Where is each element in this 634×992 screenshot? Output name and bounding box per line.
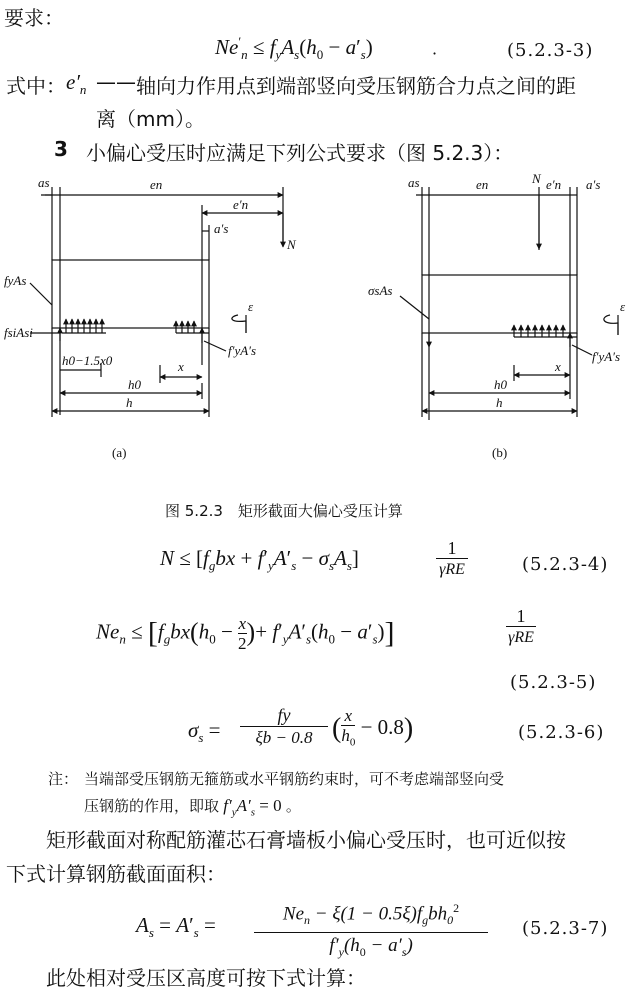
eq6-frac-den: ξb − 0.8 — [240, 726, 328, 749]
fig-b-h-label: h — [496, 395, 503, 410]
note-label: 注： — [48, 770, 79, 788]
fig-b-caption: (b) — [492, 445, 508, 460]
fig-a-as-label: as — [38, 175, 50, 190]
fig-a-en-label: en — [150, 177, 163, 192]
where-label: 式中： — [6, 74, 66, 98]
eq5-frac-den: γRE — [506, 626, 536, 649]
item-number: 3 — [54, 137, 68, 161]
fig-b-en-prime-label: e′n — [546, 177, 562, 192]
equation-5-2-3-4: $N \le [f_gbx + f'_yA'_s - \sigma_sA_s]$ — [160, 546, 359, 574]
fig-b-sigmaAs-label: σsAs — [368, 283, 393, 298]
equation-number: (5.2.3-3) — [507, 40, 594, 61]
fig-a-h-label: h — [126, 395, 133, 410]
equation-5-2-3-7-lhs: $A_s = A'_s$ = — [136, 913, 216, 941]
eq6-frac-num: fy — [277, 705, 291, 725]
where-text-line2: 离（mm）。 — [96, 107, 205, 131]
item-text: 小偏心受压时应满足下列公式要求（图 5.2.3）： — [86, 141, 514, 165]
equation-5-2-3-6-lhs: $\sigma_s$ = — [188, 718, 221, 746]
eq6-fraction — [240, 704, 328, 749]
equation-number: (5.2.3-5) — [510, 672, 597, 693]
fig-a-h0-label: h0 — [128, 377, 141, 392]
note-line2-tail: 。 — [285, 797, 301, 815]
eq5-frac-num: 1 — [516, 606, 526, 626]
fig-b-fyAs-prime-label: f′yA′s — [592, 349, 621, 364]
figure-caption: 图 5.2.3 矩形截面大偏心受压计算 — [165, 502, 403, 520]
fig-a-as-prime-label: a′s — [214, 221, 229, 236]
fig-b-N-label: N — [532, 171, 541, 186]
fig-b-epsilon-label: ε — [620, 299, 626, 314]
fig-a-fsiAsi-label: fsiAsi — [4, 325, 33, 340]
fig-b-x-label: x — [555, 359, 561, 374]
eq7-numerator: $Ne_n - \xi(1 - 0.5\xi)f_gbh_0^2$ — [282, 901, 460, 928]
equation-number: (5.2.3-4) — [522, 554, 609, 575]
equation-5-2-3-6-rhs: ($\frac{x}{h_0}$ − 0.8) — [332, 706, 413, 752]
fig-a-epsilon-label: ε — [248, 299, 254, 314]
fig-a-N-label: N — [287, 237, 296, 252]
where-symbol: $e'_n$ — [66, 70, 87, 98]
equation-5-2-3-5: $Ne_n \le [f_gbx(h_0 - \frac{x}{2}$ )+ $f'_yA'_s(h_0 - a'_s)$] — [96, 614, 395, 653]
fig-b-as-label: as — [408, 175, 420, 190]
equation-number: (5.2.3-7) — [522, 918, 609, 939]
last-line: 此处相对受压区高度可按下式计算： — [46, 966, 366, 990]
intro-text: 要求： — [4, 6, 64, 30]
fig-a-fyAs-label: fyAs — [4, 273, 27, 288]
where-text-line1: 轴向力作用点到端部竖向受压钢筋合力点之间的距 — [136, 74, 576, 98]
fig-b-en-label: en — [476, 177, 489, 192]
where-dash: —— — [96, 70, 136, 94]
paragraph-line1: 矩形截面对称配筋灌芯石膏墙板小偏心受压时，也可近似按 — [46, 828, 566, 852]
equation-5-2-3-3: $Ne'_n \le f_yA_s(h_0 - a'_s)$ — [215, 34, 373, 63]
dot-mark: · — [432, 44, 438, 63]
eq4-fraction — [436, 538, 468, 581]
eq7-fraction — [254, 896, 488, 965]
section-rect-b — [422, 275, 577, 333]
eq4-frac-num: 1 — [447, 538, 457, 558]
fig-a-x-label: x — [178, 359, 184, 374]
eq4-frac-den: γRE — [436, 558, 468, 581]
eq5-fraction — [506, 606, 536, 649]
fig-a-h0-minus-label: h0−1.5x0 — [62, 353, 113, 368]
note-line2-text: 压钢筋的作用，即取 — [84, 797, 220, 815]
equation-number: (5.2.3-6) — [518, 722, 605, 743]
figure-5-2-3 — [0, 165, 634, 475]
fig-a-en-prime-label: e′n — [233, 197, 249, 212]
section-rect-a — [52, 260, 209, 328]
paragraph-line2: 下式计算钢筋截面面积： — [6, 862, 226, 886]
note-line1: 当端部受压钢筋无箍筋或水平钢筋约束时，可不考虑端部竖向受 — [84, 770, 505, 788]
fig-b-h0-label: h0 — [494, 377, 507, 392]
fig-a-caption: (a) — [112, 445, 127, 460]
fig-a-fyAs-prime-label: f′yA′s — [228, 343, 257, 358]
eq7-denominator: $f'_y(h_0 - a'_s)$ — [254, 932, 488, 965]
fig-b-as-prime-label: a′s — [586, 177, 601, 192]
note-line2: 压钢筋的作用，即取 $f'_yA'_s = 0$ 。 — [84, 796, 301, 819]
